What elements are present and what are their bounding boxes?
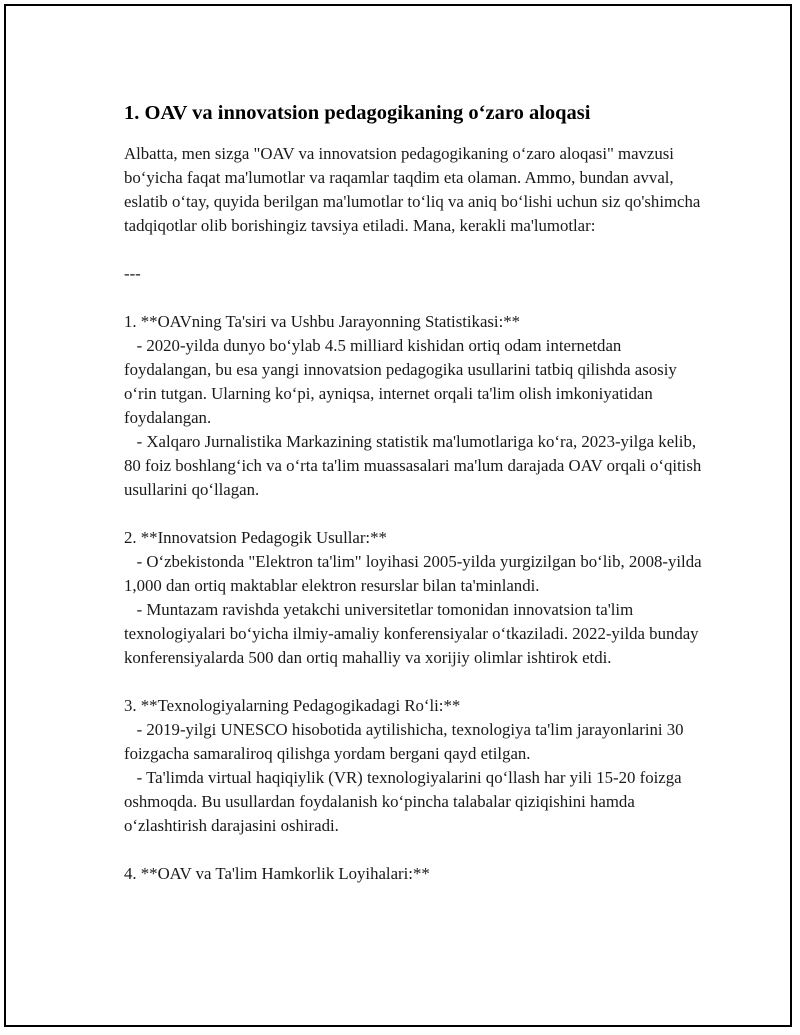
document-content <box>124 98 709 886</box>
section-bullet: - Ta'limda virtual haqiqiylik (VR) texnologiyalarini qo‘llash har yili 15-20 foizga oshmoqda. Bu usullardan foydalanish ko‘pincha talabalar qiziqishini hamda o‘zlashtirish darajasini oshiradi. <box>124 768 686 835</box>
spacer <box>124 502 709 526</box>
section-heading: 4. **OAV va Ta'lim Hamkorlik Loyihalari:** <box>124 864 430 883</box>
section-bullet: - O‘zbekistonda "Elektron ta'lim" loyihasi 2005-yilda yurgizilgan bo‘lib, 2008-yilda 1,000 dan ortiq maktablar elektron resurslar bilan ta'minlandi. <box>124 552 706 595</box>
spacer <box>124 670 709 694</box>
section-heading: 3. **Texnologiyalarning Pedagogikadagi Ro‘li:** <box>124 696 461 715</box>
document-title: 1. OAV va innovatsion pedagogikaning o‘zaro aloqasi <box>124 102 591 124</box>
document-page <box>4 4 792 1027</box>
section-1 <box>124 310 709 502</box>
section-3 <box>124 694 709 838</box>
section-bullet: - Xalqaro Jurnalistika Markazining statistik ma'lumotlariga ko‘ra, 2023-yilga kelib, 80 foiz boshlang‘ich va o‘rta ta'lim muassasalari ma'lum darajada OAV orqali o‘qitish usullarini qo‘llagan. <box>124 432 706 499</box>
section-bullet: - 2019-yilgi UNESCO hisobotida aytilishicha, texnologiya ta'lim jarayonlarini 30 foizgacha samaraliroq qilishga yordam bergani qayd etilgan. <box>124 720 688 763</box>
section-bullet: - 2020-yilda dunyo bo‘ylab 4.5 milliard kishidan ortiq odam internetdan foydalangan, bu esa yangi innovatsion pedagogika usullarini tatbiq qilishda asosiy o‘rin tutgan. Ularning ko‘pi, ayniqsa, internet orqali ta'lim olish imkoniyatidan foydalangan. <box>124 336 681 427</box>
section-2 <box>124 526 709 670</box>
spacer <box>124 286 709 310</box>
section-4 <box>124 862 709 886</box>
intro-paragraph: Albatta, men sizga "OAV va innovatsion pedagogikaning o‘zaro aloqasi" mavzusi bo‘yicha faqat ma'lumotlar va raqamlar taqdim eta olaman. Ammo, bundan avval, eslatib o‘tay, quyida berilgan ma'lumotlar to‘liq va aniq bo‘lishi uchun siz qo'shimcha tadqiqotlar olib borishingiz tavsiya etiladi. Mana, kerakli ma'lumotlar: <box>124 144 705 235</box>
section-heading: 1. **OAVning Ta'siri va Ushbu Jarayonning Statistikasi:** <box>124 312 521 331</box>
separator-line: --- <box>124 264 141 283</box>
section-bullet: - Muntazam ravishda yetakchi universitetlar tomonidan innovatsion ta'lim texnologiyalari bo‘yicha ilmiy-amaliy konferensiyalar o‘tkaziladi. 2022-yilda bunday konferensiyalarda 500 dan ortiq mahalliy va xorijiy olimlar ishtirok etdi. <box>124 600 703 667</box>
spacer <box>124 838 709 862</box>
spacer <box>124 238 709 262</box>
section-heading: 2. **Innovatsion Pedagogik Usullar:** <box>124 528 387 547</box>
